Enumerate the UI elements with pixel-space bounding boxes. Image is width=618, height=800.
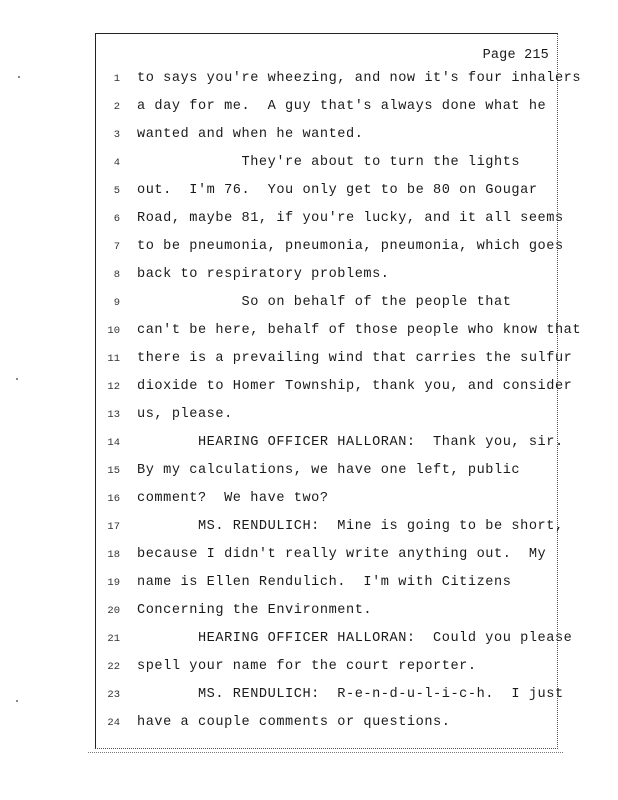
scan-speck (16, 378, 18, 380)
line-number: 23 (107, 689, 120, 701)
line-text: MS. RENDULICH: R-e-n-d-u-l-i-c-h. I just (137, 687, 564, 702)
line-text: spell your name for the court reporter. (137, 659, 477, 674)
line-number: 5 (113, 185, 120, 197)
line-number: 12 (107, 381, 120, 393)
line-text: Road, maybe 81, if you're lucky, and it all seems (137, 211, 564, 226)
line-text: us, please. (137, 407, 233, 422)
line-number: 4 (113, 157, 120, 169)
line-text: there is a prevailing wind that carries the sulfur (137, 351, 573, 366)
line-text: because I didn't really write anything out. My (137, 547, 547, 562)
line-number: 22 (107, 661, 120, 673)
line-number: 6 (113, 213, 120, 225)
line-text: a day for me. A guy that's always done what he (137, 99, 547, 114)
line-text: So on behalf of the people that (137, 295, 512, 310)
line-text: HEARING OFFICER HALLORAN: Could you please (137, 631, 573, 646)
transcript-page (95, 33, 582, 749)
line-text: They're about to turn the lights (137, 155, 521, 170)
line-text: Concerning the Environment. (137, 603, 373, 618)
line-text: to says you're wheezing, and now it's four inhalers (137, 71, 582, 86)
line-text: MS. RENDULICH: Mine is going to be short, (137, 519, 564, 534)
line-text: comment? We have two? (137, 491, 329, 506)
line-text: name is Ellen Rendulich. I'm with Citizens (137, 575, 512, 590)
bottom-scan-rule (88, 752, 563, 754)
line-number: 3 (113, 129, 120, 141)
line-text: back to respiratory problems. (137, 267, 390, 282)
line-number: 19 (107, 577, 120, 589)
line-text: wanted and when he wanted. (137, 127, 364, 142)
line-text: By my calculations, we have one left, public (137, 463, 521, 478)
line-text: dioxide to Homer Township, thank you, and consider (137, 379, 573, 394)
line-number: 18 (107, 549, 120, 561)
line-number: 24 (107, 717, 120, 729)
line-number: 10 (107, 325, 120, 337)
line-text: can't be here, behalf of those people who know that (137, 323, 582, 338)
line-number: 13 (107, 409, 120, 421)
line-text: HEARING OFFICER HALLORAN: Thank you, sir. (137, 435, 564, 450)
line-number: 9 (113, 297, 120, 309)
line-number: 2 (113, 101, 120, 113)
line-number: 21 (107, 633, 120, 645)
line-number: 7 (113, 241, 120, 253)
line-number: 11 (107, 353, 120, 365)
line-number: 20 (107, 605, 120, 617)
line-number: 17 (107, 521, 120, 533)
line-number: 15 (107, 465, 120, 477)
scan-speck (18, 76, 20, 78)
line-number: 16 (107, 493, 120, 505)
line-number: 1 (113, 73, 120, 85)
line-number: 14 (107, 437, 120, 449)
line-text: to be pneumonia, pneumonia, pneumonia, which goes (137, 239, 564, 254)
line-text: out. I'm 76. You only get to be 80 on Gougar (137, 183, 538, 198)
scan-speck (16, 700, 18, 702)
line-number: 8 (113, 269, 120, 281)
page-number: Page 215 (482, 48, 549, 63)
line-text: have a couple comments or questions. (137, 715, 451, 730)
